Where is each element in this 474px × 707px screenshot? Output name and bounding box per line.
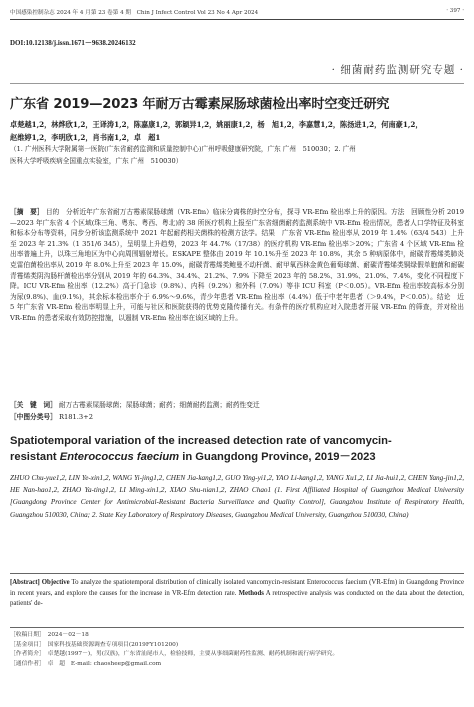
authors-chinese (10, 118, 464, 144)
authors-english: ZHUO Chu-yue1,2, LIN Ye-xin1,2, WANG Yi-jing1,2, CHEN Jia-kang1,2, GUO Ying-yi1,2, YAO Li-kang1,2, YANG Xu1,2, LI Jia-hui1,2, CHEN Yang-jin1,2, HE Nan-hao1,2, ZHAO Ya-ting1,2, LI Ming-xin1,2, XIAO Shu-nian1,2, ZHAO Chao1 (1. First Affiliated Hospital of Guangzhou Medical University [Guangdong Province Center for Antimicrobial-Resistant Bacteria Surveillance and Quality Control], Guangzhou Institute of Respiratory Health, Guangzhou 510030, China; 2. State Key Laboratory of Respiratory Diseases, Guangzhou Medical University, Guangzhou 510030, China) (10, 474, 464, 519)
clc-code: R181.3+2 (58, 413, 93, 421)
title-part: in Guangdong Province, 2019－2023 (179, 451, 376, 463)
journal-header: 中国感染控制杂志 2024 年 4 月第 23 卷第 4 期 Chin J Infect Control Vol 23 No 4 Apr 2024 (10, 10, 259, 16)
title-part: resistant (10, 451, 60, 463)
keywords-chinese (10, 400, 464, 410)
title-english (10, 433, 464, 465)
objective-label: Objective (41, 579, 70, 586)
abstract-en-text: To analyze the spatiotemporal distribution of clinically isolated vancomycin-resistant Enterococcus faecium (VR-Efm) in Guangdong Province in recent years, and explore the causes for the increase in VR-Efm detection rate. (10, 579, 464, 597)
column-heading: · 细菌耐药监测研究专题 · (331, 64, 464, 76)
doi: DOI:10.12138/j.issn.1671－9638.20246132 (10, 39, 136, 47)
abstract-en-label: [Abstract] (10, 579, 40, 586)
abstract-en-methods: A retrospective analysis was conducted on the data about the detection, patients' de- (10, 589, 464, 607)
running-header (10, 8, 464, 20)
title-species: Enterococcus faecium (59, 451, 180, 463)
page-number: · 397 · (446, 8, 464, 14)
author-bio: ［作者简介］ 卓楚越(1997－)，男(汉族)，广东省汕尾市人，检验技师，主要从事细菌耐药性监测、耐药机制和流行病学研究。 (10, 651, 339, 657)
authors-chinese-line: 赵维婷1,2，李明欣1,2，肖书南1,2，卓 超1 (10, 133, 161, 142)
divider (10, 83, 464, 84)
contact-author: ［通信作者］ 卓 超 E-mail: chaosheep@gmail.com (10, 660, 162, 667)
keywords-label: ［关 键 词］ (10, 401, 57, 409)
title-english-line: Spatiotemporal variation of the increased detection rate of vancomycin- (10, 435, 392, 447)
abstract-chinese (10, 207, 464, 324)
received-date: ［收稿日期］ 2024－02－18 (10, 632, 89, 638)
classification (10, 412, 464, 422)
abstract-label: ［摘 要］ (10, 208, 44, 216)
title-english-line (10, 449, 464, 465)
keywords-text: 耐万古霉素屎肠球菌；屎肠球菌；耐药；细菌耐药监测；耐药性变迁 (58, 401, 260, 409)
title-chinese: 广东省 2019—2023 年耐万古霉素屎肠球菌检出率时空变迁研究 (10, 97, 390, 112)
affiliations-chinese (10, 144, 464, 167)
fund-info: ［基金项目］ 国家科技基础资源调查专项项目(2019FY101200) (10, 641, 179, 648)
footnotes (10, 627, 464, 669)
abstract-english (10, 573, 464, 610)
clc-label: ［中图分类号］ (10, 413, 57, 421)
affiliation-line: 医科大学呼吸疾病全国重点实验室，广东 广州 510030） (10, 156, 183, 165)
abstract-text: 目的 分析近年广东省耐万古霉素屎肠球菌（VR-Efm）临床分离株的时空分布，探寻 VR-Efm 检出率上升的原因。方法 回顾性分析 2019—2023 年广东省 4 个区域(珠三角、粤东、粤西、粤北)的 38 所医疗机构上报至广东省细菌耐药监测系统中 VR-Efm 检出情况，患者人口学特征及科室和标本分布等资料，同步分析该监测系统中 2021 年起耐药相关菌株的检测方法学。结果 广东省 VR-Efm 检出率从 2019 年 1.4%（63/4 543）上升至 2023 年 21.3%（1 351/6 345），呈明显上升趋势，2023 年 44.7%（17/38）的医疗机构 VR-Efm 检出率＞20%；广东省 4 个区域 VR-Efm 检出率普遍上升，以珠三角地区为中心向周围辐射增长。ESKAPE 整体由 2019 年 10.1%升至 2023 年 10.8%，其余 5 种病原体中，耐碳青霉烯类肺炎克雷伯菌检出率从 2019 年 8.0%上升至 2023 年 15.0%，耐碳青霉烯类鲍曼不动杆菌、耐甲氧西林金黄色葡萄球菌、耐碳青霉烯类铜绿假单胞菌和耐碳青霉烯类阴沟肠杆菌检出率分别从 2019 年的 64.3%、34.4%、21.2%、7.9% 下降至 2023 年的 58.2%、31.9%、21.0%、7.4%，变化不同程度下降。ICU VR-Efm 检出率（12.2%）高于门急诊（9.8%）、内科（9.2%）和外科（7.0%）等非 ICU 科室（P＜0.05）。VR-Efm 检出率较高标本分别为尿(9.8%)、血(9.1%)，其余标本检出率介于 6.9%～9.6%，青少年患者 VR-Efm 检出率（4.4%）低于中老年患者（＞9.4%，P＜0.05）。结论 近 5 年广东省 VR-Efm 检出率明显上升，可能与社区和医院获得的优势克隆传播有关。有条件的医疗机构应对入院患者开展 VR-Efm 的筛查，并对检出 VR-Efm 的患者采取有效防控措施，以遏制 VR-Efm 检出率在该区域的上升。 (10, 208, 464, 322)
affiliation-line: （1. 广州医科大学附属第一医院(广东省耐药监测和质量控制中心)广州呼吸健康研究院，广东 广州 510030；2. 广州 (10, 145, 356, 153)
authors-chinese-line: 卓楚越1,2，林烨欣1,2，王译涛1,2，陈嘉康1,2，郭颖异1,2，姚丽康1,2，杨 旭1,2，李嘉慧1,2，陈扬进1,2，何南豪1,2， (10, 120, 423, 129)
methods-label: Methods (238, 589, 264, 597)
